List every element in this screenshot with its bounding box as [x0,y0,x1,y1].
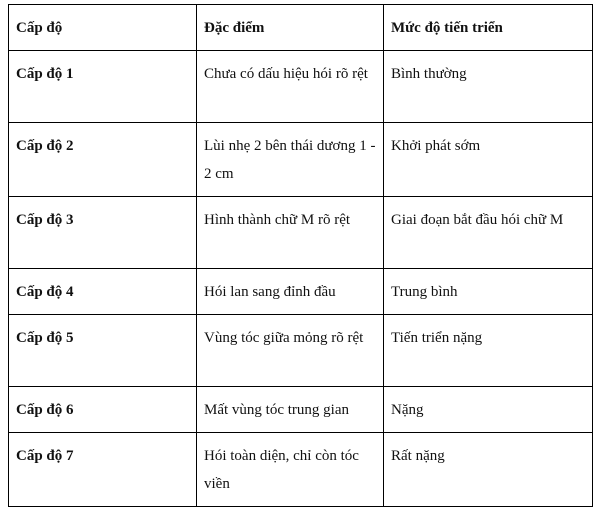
level-cell: Cấp độ 4 [9,269,197,315]
table-row [9,269,593,315]
progress-cell: Bình thường [384,51,593,123]
level-cell: Cấp độ 2 [9,123,197,197]
level-cell: Cấp độ 5 [9,315,197,387]
description-cell: Lùi nhẹ 2 bên thái dương 1 - 2 cm [197,123,384,197]
header-description: Đặc điểm [197,5,384,51]
table-row [9,387,593,433]
table-header-row [9,5,593,51]
progress-cell: Rất nặng [384,433,593,507]
progress-cell: Nặng [384,387,593,433]
description-cell: Vùng tóc giữa mỏng rõ rệt [197,315,384,387]
hair-loss-grade-table [8,4,593,507]
table-row [9,197,593,269]
level-cell: Cấp độ 3 [9,197,197,269]
table-row [9,123,593,197]
table-row [9,315,593,387]
description-cell: Hình thành chữ M rõ rệt [197,197,384,269]
table-row [9,51,593,123]
progress-cell: Khởi phát sớm [384,123,593,197]
table-row [9,433,593,507]
level-cell: Cấp độ 1 [9,51,197,123]
level-cell: Cấp độ 6 [9,387,197,433]
description-cell: Chưa có dấu hiệu hói rõ rệt [197,51,384,123]
header-level: Cấp độ [9,5,197,51]
description-cell: Hói lan sang đỉnh đầu [197,269,384,315]
description-cell: Hói toàn diện, chỉ còn tóc viền [197,433,384,507]
progress-cell: Giai đoạn bắt đầu hói chữ M [384,197,593,269]
progress-cell: Trung bình [384,269,593,315]
header-progress: Mức độ tiến triển [384,5,593,51]
level-cell: Cấp độ 7 [9,433,197,507]
progress-cell: Tiến triển nặng [384,315,593,387]
description-cell: Mất vùng tóc trung gian [197,387,384,433]
